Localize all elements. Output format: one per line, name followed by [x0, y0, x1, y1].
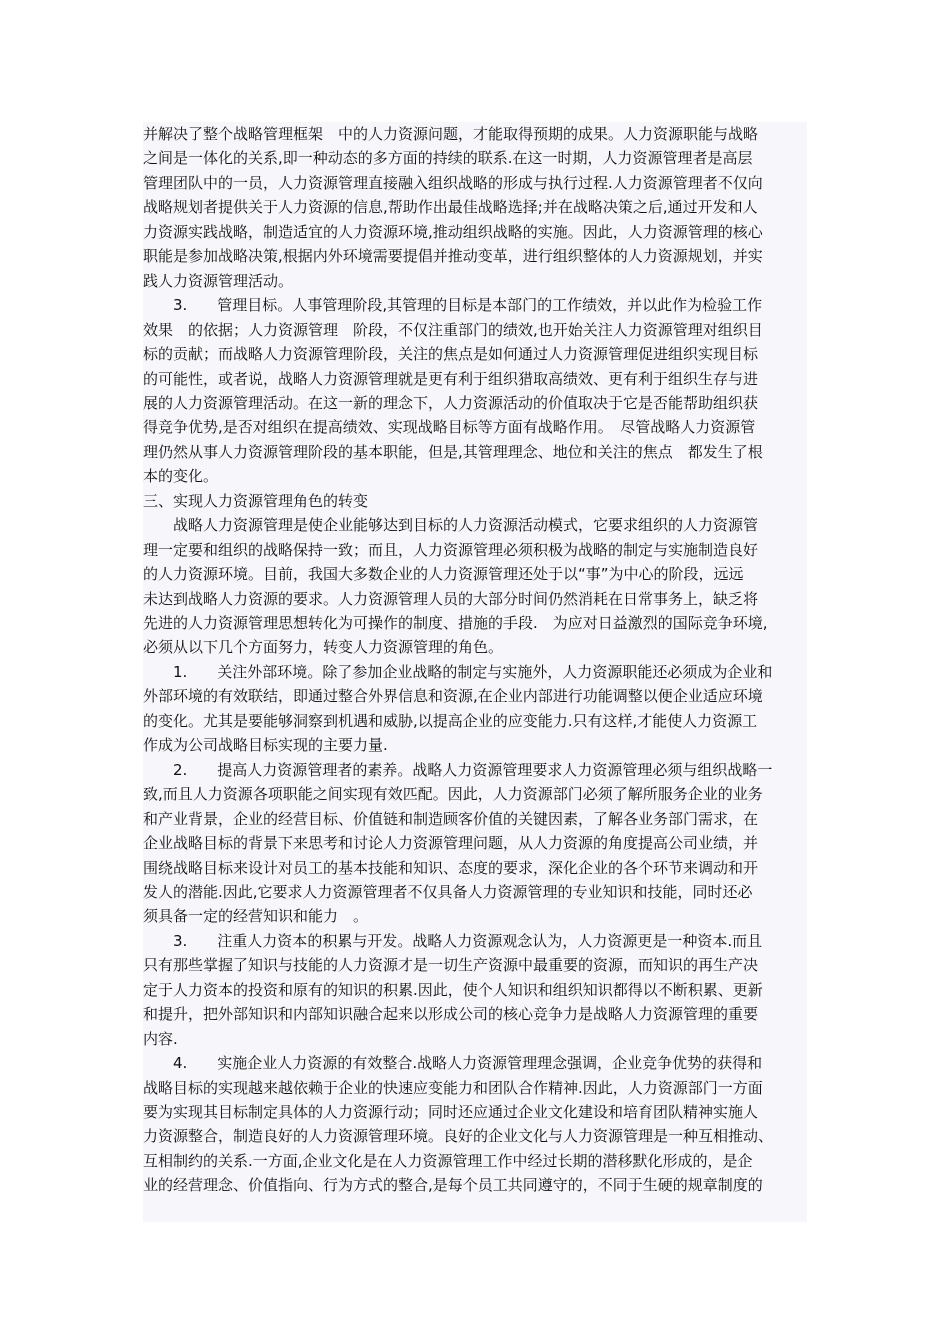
document-line: 1. 关注外部环境。除了参加企业战略的制定与实施外，人力资源职能还必须成为企业和 [143, 662, 773, 681]
document-line: 的人力资源环境。目前，我国大多数企业的人力资源管理还处于以“事”为中心的阶段，远远 [143, 565, 744, 584]
document-line: 理仍然从事人力资源管理阶段的基本职能，但是,其管理理念、地位和关注的焦点 都发生了根 [143, 442, 763, 461]
document-page [143, 122, 807, 1222]
document-line: 展的人力资源管理活动。在这一新的理念下，人力资源活动的价值取决于它是否能帮助组织获 [143, 393, 759, 412]
document-line: 和产业背景，企业的经营目标、价值链和制造顾客价值的关键因素，了解各业务部门需求，在 [143, 809, 759, 828]
document-line: 发人的潜能.因此,它要求人力资源管理者不仅具备人力资源管理的专业知识和技能，同时还必 [143, 882, 753, 901]
document-line: 要为实现其目标制定具体的人力资源行动；同时还应通过企业文化建设和培育团队精神实施人 [143, 1103, 759, 1121]
document-line: 的可能性，或者说，战略人力资源管理就是更有利于组织猎取高绩效、更有利于组织生存与进 [143, 369, 759, 388]
document-line: 只有那些掌握了知识与技能的人力资源才是一切生产资源中最重要的资源，而知识的再生产决 [143, 956, 759, 975]
document-line: 三、实现人力资源管理角色的转变 [143, 491, 369, 510]
document-line: 必须从以下几个方面努力，转变人力资源管理的角色。 [143, 638, 504, 657]
document-line: 互相制约的关系.一方面,企业文化是在人力资源管理工作中经过长期的潜移默化形成的，是企 [143, 1151, 753, 1170]
document-line: 先进的人力资源管理思想转化为可操作的制度、措施的手段. 为应对日益激烈的国际竞争环境, [143, 614, 768, 632]
document-line: 效果 的依据；人力资源管理 阶段，不仅注重部门的绩效,也开始关注人力资源管理对组织目 [143, 320, 763, 339]
document-line: 致,而且人力资源各项职能之间实现有效匹配。因此，人力资源部门必须了解所服务企业的业务 [143, 785, 763, 804]
document-line: 并解决了整个战略管理框架 中的人力资源问题，才能取得预期的成果。人力资源职能与战略 [143, 125, 759, 143]
document-line: 之间是一体化的关系,即一种动态的多方面的持续的联系.在这一时期，人力资源管理者是高层 [143, 149, 753, 168]
document-line: 须具备一定的经营知识和能力 。 [143, 907, 369, 926]
document-line: 内容. [143, 1029, 178, 1048]
document-line: 4. 实施企业人力资源的有效整合.战略人力资源管理理念强调，企业竞争优势的获得和 [143, 1054, 763, 1073]
document-line: 力资源整合，制造良好的人力资源管理环境。良好的企业文化与人力资源管理是一种互相推动、 [143, 1127, 774, 1146]
document-line: 企业战略目标的背景下来思考和讨论人力资源管理问题，从人力资源的角度提高公司业绩，并 [143, 834, 759, 853]
document-line: 定于人力资本的投资和原有的知识的积累.因此，使个人知识和组织知识都得以不断积累、更新 [143, 980, 763, 999]
document-line: 理一定要和组织的战略保持一致；而且，人力资源管理必须积极为战略的制定与实施制造良好 [143, 540, 759, 559]
document-line: 2. 提高人力资源管理者的素养。战略人力资源管理要求人力资源管理必须与组织战略一 [143, 760, 773, 779]
document-line: 得竞争优势,是否对组织在提高绩效、实现战略目标等方面有战略作用。 尽管战略人力资源管 [143, 418, 756, 437]
document-line: 3. 管理目标。人事管理阶段,其管理的目标是本部门的工作绩效，并以此作为检验工作 [143, 296, 763, 315]
document-line: 作成为公司战略目标实现的主要力量. [143, 736, 388, 755]
document-line: 管理团队中的一员，人力资源管理直接融入组织战略的形成与执行过程.人力资源管理者不仅向 [143, 173, 763, 192]
document-line: 3. 注重人力资本的积累与开发。战略人力资源观念认为，人力资源更是一种资本.而且 [143, 931, 763, 950]
document-line: 外部环境的有效联结，即通过整合外界信息和资源,在企业内部进行功能调整以便企业适应环境 [143, 687, 763, 706]
document-line: 战略人力资源管理是使企业能够达到目标的人力资源活动模式，它要求组织的人力资源管 [143, 516, 759, 535]
document-line: 业的经营理念、价值指向、行为方式的整合,是每个员工共同遵守的，不同于生硬的规章制度的 [143, 1176, 763, 1195]
document-line: 战略目标的实现越来越依赖于企业的快速应变能力和团队合作精神.因此，人力资源部门一方面 [143, 1078, 763, 1097]
document-line: 本的变化。 [143, 467, 219, 486]
document-line: 职能是参加战略决策,根据内外环境需要提倡并推动变革，进行组织整体的人力资源规划，并实 [143, 247, 763, 266]
document-line: 践人力资源管理活动。 [143, 271, 294, 290]
document-line: 围绕战略目标来设计对员工的基本技能和知识、态度的要求，深化企业的各个环节来调动和开 [143, 858, 759, 877]
document-line: 和提升，把外部知识和内部知识融合起来以形成公司的核心竞争力是战略人力资源管理的重要 [143, 1005, 759, 1024]
document-line: 力资源实践战略，制造适宜的人力资源环境,推动组织战略的实施。因此，人力资源管理的核心 [143, 222, 763, 241]
document-line: 未达到战略人力资源的要求。人力资源管理人员的大部分时间仍然消耗在日常事务上，缺乏将 [143, 589, 759, 608]
document-line: 战略规划者提供关于人力资源的信息,帮助作出最佳战略选择;并在战略决策之后,通过开发和人 [143, 198, 758, 217]
document-line: 的变化。尤其是要能够洞察到机遇和威胁,以提高企业的应变能力.只有这样,才能使人力资源工 [143, 711, 758, 730]
document-line: 标的贡献；而战略人力资源管理阶段，关注的焦点是如何通过人力资源管理促进组织实现目标 [143, 345, 759, 364]
